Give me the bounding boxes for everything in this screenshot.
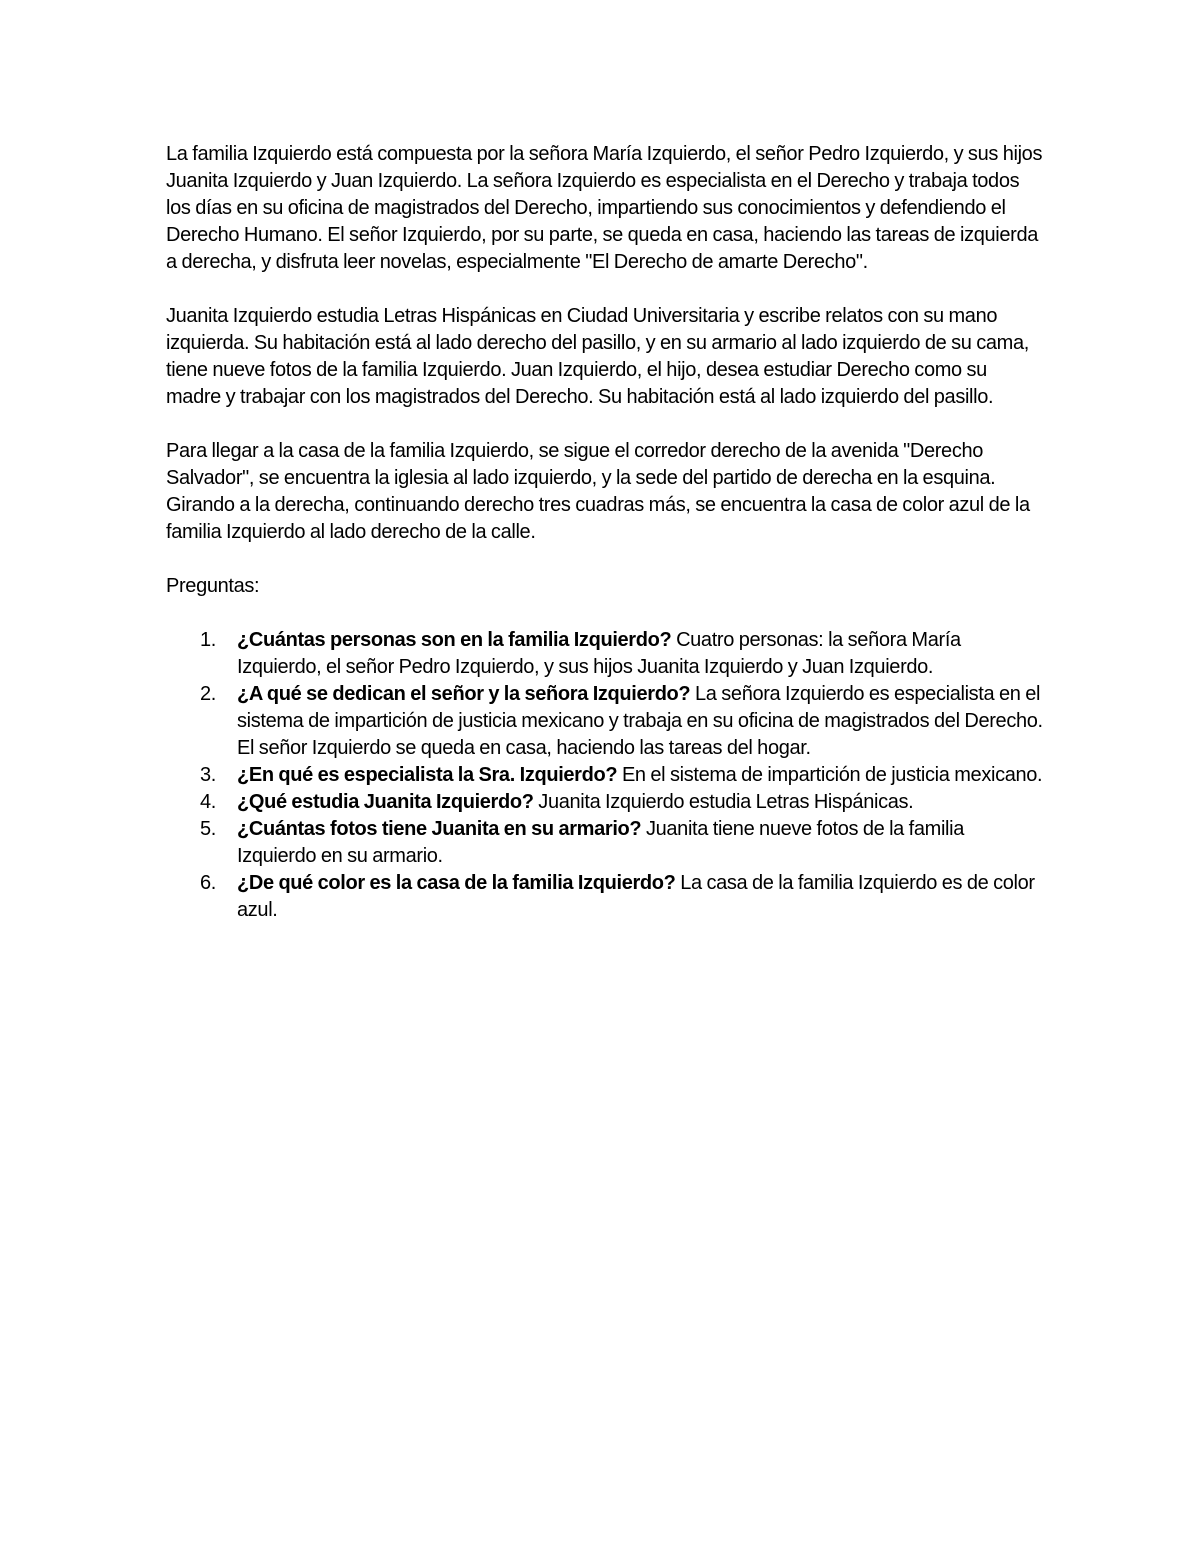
question-text: ¿A qué se dedican el señor y la señora Izquierdo? xyxy=(237,683,691,705)
list-item xyxy=(166,681,1046,762)
list-item xyxy=(166,627,1046,681)
document-page xyxy=(166,141,1046,924)
question-number: 1. xyxy=(200,629,216,651)
answer-text: Juanita Izquierdo estudia Letras Hispánicas. xyxy=(538,791,914,813)
question-number: 6. xyxy=(200,872,216,894)
questions-list xyxy=(166,627,1046,924)
answer-text: La señora Izquierdo es especialista en el sistema de impartición de justicia mexicano y trabaja en su oficina de magistrados del Derecho. El señor Izquierdo se queda en casa, haciendo las tareas del hogar. xyxy=(237,683,1043,759)
question-text: ¿Cuántas fotos tiene Juanita en su armario? xyxy=(237,818,642,840)
answer-text: Juanita tiene nueve fotos de la familia Izquierdo en su armario. xyxy=(237,818,964,867)
question-text: ¿En qué es especialista la Sra. Izquierdo? xyxy=(237,764,618,786)
list-item xyxy=(166,870,1046,924)
paragraph-juanita: Juanita Izquierdo estudia Letras Hispánicas en Ciudad Universitaria y escribe relatos con su mano izquierda. Su habitación está al lado derecho del pasillo, y en su armario al lado izquierdo de su cama, tiene nueve fotos de la familia Izquierdo. Juan Izquierdo, el hijo, desea estudiar Derecho como su madre y trabajar con los magistrados del Derecho. Su habitación está al lado izquierdo del pasillo. xyxy=(166,305,1029,408)
question-number: 3. xyxy=(200,764,216,786)
question-text: ¿De qué color es la casa de la familia Izquierdo? xyxy=(237,872,676,894)
question-text: ¿Qué estudia Juanita Izquierdo? xyxy=(237,791,534,813)
question-number: 5. xyxy=(200,818,216,840)
answer-text: La casa de la familia Izquierdo es de color azul. xyxy=(237,872,1035,921)
list-item xyxy=(166,789,1046,816)
question-number: 2. xyxy=(200,683,216,705)
question-number: 4. xyxy=(200,791,216,813)
paragraph-family: La familia Izquierdo está compuesta por la señora María Izquierdo, el señor Pedro Izquierdo, y sus hijos Juanita Izquierdo y Juan Izquierdo. La señora Izquierdo es especialista en el Derecho y trabaja todos los días en su oficina de magistrados del Derecho, impartiendo sus conocimientos y defendiendo el Derecho Humano. El señor Izquierdo, por su parte, se queda en casa, haciendo las tareas de izquierda a derecha, y disfruta leer novelas, especialmente "El Derecho de amarte Derecho". xyxy=(166,143,1043,273)
paragraph-directions: Para llegar a la casa de la familia Izquierdo, se sigue el corredor derecho de la avenida "Derecho Salvador", se encuentra la iglesia al lado izquierdo, y la sede del partido de derecha en la esquina. Girando a la derecha, continuando derecho tres cuadras más, se encuentra la casa de color azul de la familia Izquierdo al lado derecho de la calle. xyxy=(166,440,1030,543)
questions-label: Preguntas: xyxy=(166,575,260,597)
list-item xyxy=(166,816,1046,870)
answer-text: En el sistema de impartición de justicia mexicano. xyxy=(621,764,1043,786)
question-text: ¿Cuántas personas son en la familia Izquierdo? xyxy=(237,629,672,651)
list-item xyxy=(166,762,1046,789)
answer-text: Cuatro personas: la señora María Izquierdo, el señor Pedro Izquierdo, y sus hijos Juanita Izquierdo y Juan Izquierdo. xyxy=(237,629,961,678)
